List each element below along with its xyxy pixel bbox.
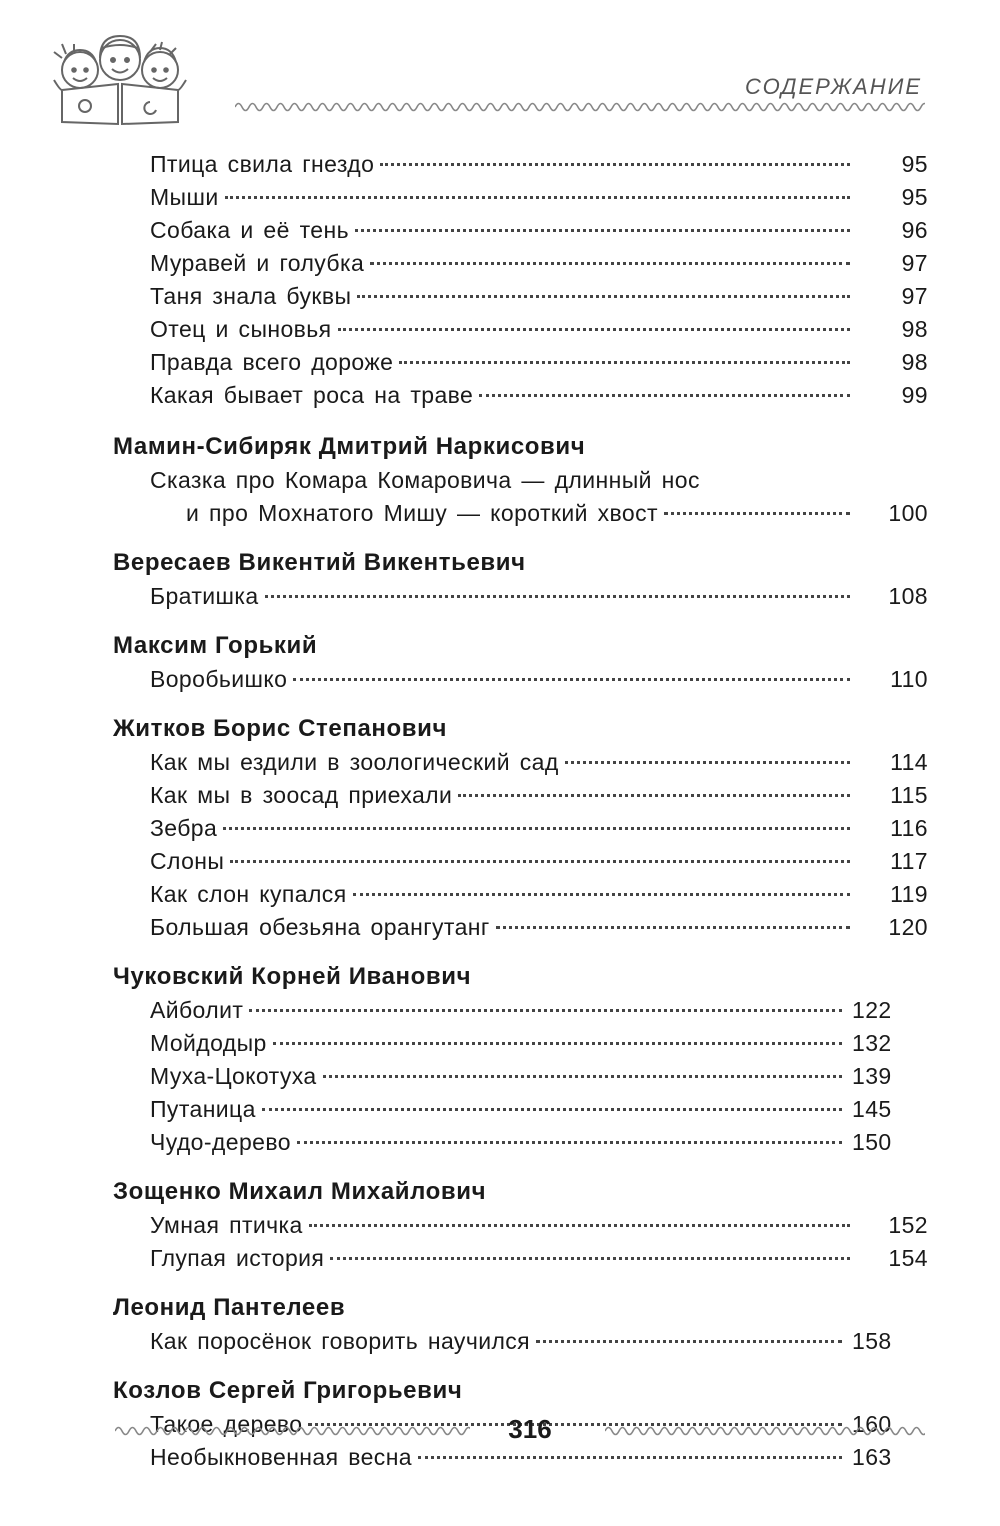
decorative-wave-divider [115,1420,470,1442]
toc-group [113,546,928,613]
author-name: Мамин-Сибиряк Дмитрий Наркисович [113,433,586,460]
toc-entry[interactable]: Зебра 116 [150,815,928,841]
toc-entry[interactable]: Как мы в зоосад приехали 115 [150,782,928,808]
author-name: Козлов Сергей Григорьевич [113,1377,463,1404]
author-name: Житков Борис Степанович [113,715,447,742]
toc-entry[interactable]: Муха-Цокотуха 139 [150,1063,892,1089]
toc-entry[interactable]: Отец и сыновья 98 [150,316,928,342]
toc-entry[interactable]: Собака и её тень 96 [150,217,928,243]
toc-entry[interactable]: Айболит 122 [150,997,892,1023]
toc-entry[interactable]: Правда всего дороже 98 [150,349,928,375]
toc-group [113,629,928,696]
section-title: СОДЕРЖАНИЕ [744,74,922,99]
toc-group [113,430,928,530]
table-of-contents [113,148,928,1490]
decorative-wave-divider [235,96,925,118]
toc-entry[interactable]: Сказка про Комара Комаровича — длинный нос и про Мохнатого Мишу — короткий хвост 100 [150,467,928,526]
toc-group [113,960,928,1159]
page-number: 316 [508,1414,552,1444]
toc-entry[interactable]: Слоны 117 [150,848,928,874]
toc-entry[interactable]: Воробьишко 110 [150,666,928,692]
author-name: Чуковский Корней Иванович [113,963,472,990]
toc-group [113,712,928,944]
decorative-wave-divider [605,1420,925,1442]
toc-entry[interactable]: Умная птичка 152 [150,1212,928,1238]
toc-entry[interactable]: Братишка 108 [150,583,928,609]
toc-entry[interactable]: Путаница 145 [150,1096,892,1122]
toc-entry[interactable]: Как поросёнок говорить научился 158 [150,1328,892,1354]
toc-entry[interactable]: Муравей и голубка 97 [150,250,928,276]
author-name: Зощенко Михаил Михайлович [113,1178,487,1205]
toc-group [113,148,928,412]
toc-entry[interactable]: Глупая история 154 [150,1245,928,1271]
toc-entry[interactable]: Большая обезьяна орангутанг 120 [150,914,928,940]
toc-entry[interactable]: Мыши 95 [150,184,928,210]
author-name: Максим Горький [113,632,318,659]
toc-entry[interactable]: Необыкновенная весна 163 [150,1444,892,1470]
toc-entry[interactable]: Как мы ездили в зоологический сад 114 [150,749,928,775]
toc-group [113,1175,928,1275]
toc-entry[interactable]: Такое дерево 160 [150,1411,892,1437]
toc-group [113,1291,928,1358]
toc-entry[interactable]: Чудо-дерево 150 [150,1129,892,1155]
toc-entry[interactable]: Как слон купался 119 [150,881,928,907]
author-name: Леонид Пантелеев [113,1294,346,1321]
toc-entry[interactable]: Птица свила гнездо 95 [150,151,928,177]
children-reading-book-logo [40,18,200,128]
toc-entry[interactable]: Таня знала буквы 97 [150,283,928,309]
toc-entry[interactable]: Какая бывает роса на траве 99 [150,382,928,408]
author-name: Вересаев Викентий Викентьевич [113,549,526,576]
toc-entry[interactable]: Мойдодыр 132 [150,1030,892,1056]
